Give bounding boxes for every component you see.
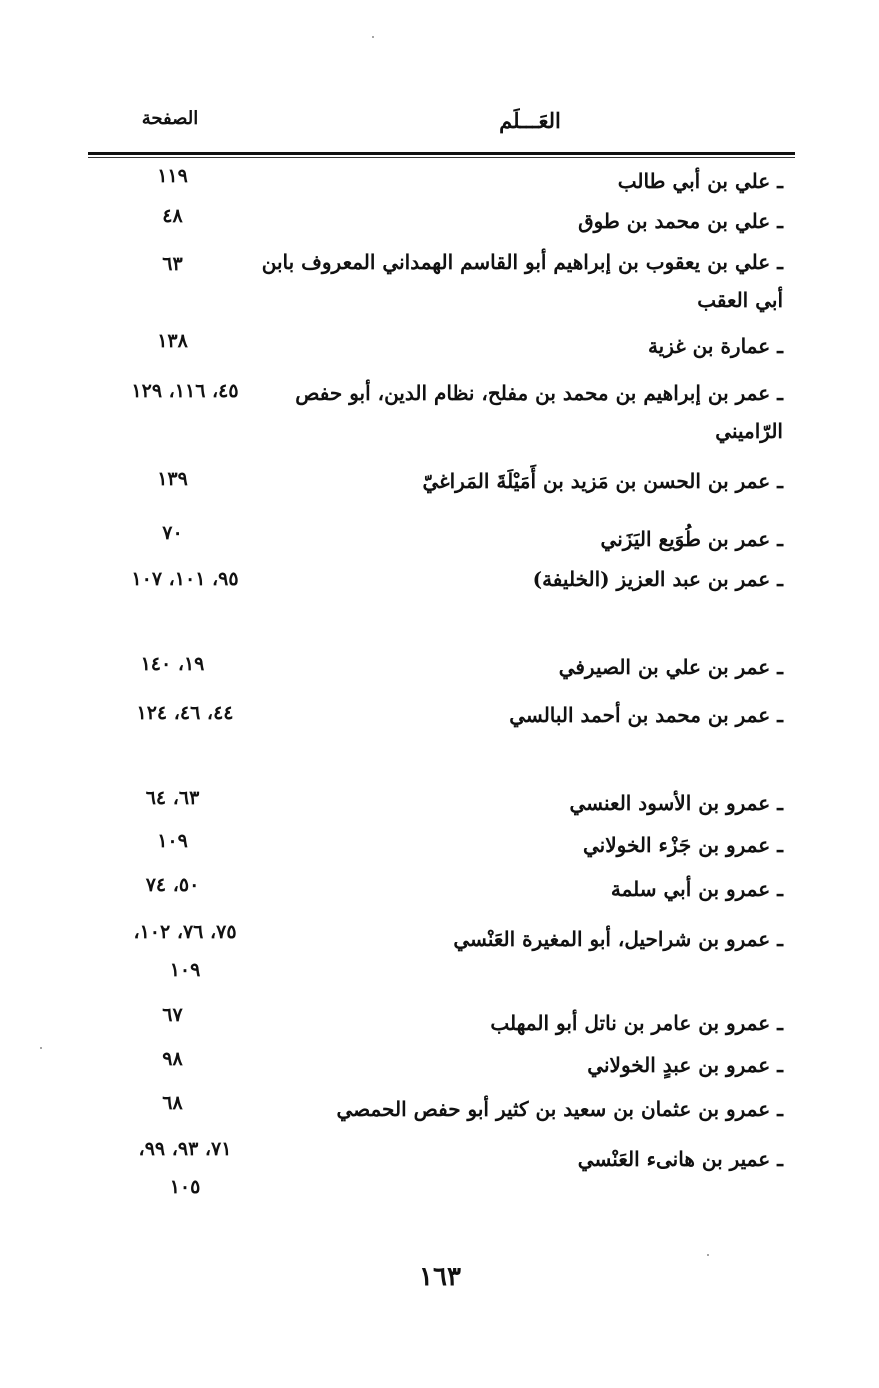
index-entry-pages: ٦٨ <box>162 1092 183 1114</box>
index-entry-pages: ٤٨ <box>162 205 183 227</box>
index-entry-name: ـ عمرو بن عبدٍ الخولاني <box>587 1053 783 1077</box>
index-entry-pages: ١٩، ١٤٠ <box>140 653 205 675</box>
index-entry-pages: ٦٧ <box>162 1004 183 1026</box>
index-entry-name: ـ علي بن محمد بن طوق <box>578 209 783 233</box>
index-entry-pages: ٥٠، ٧٤ <box>145 874 200 896</box>
index-entry-name: ـ علي بن أبي طالب <box>617 169 783 193</box>
index-entry-pages: ١١٩ <box>157 165 188 187</box>
scan-speck <box>707 1254 709 1256</box>
index-entry-name: ـ عمر بن عبد العزيز (الخليفة) <box>532 567 783 591</box>
index-entry-pages: ٧٠ <box>162 522 183 544</box>
name-column-header: العَـــلَم <box>499 108 561 133</box>
header-rule <box>88 152 795 155</box>
index-entry-pages: ٦٣ <box>162 253 183 275</box>
index-entry-pages: ٦٣، ٦٤ <box>145 787 200 809</box>
scan-speck <box>372 36 374 38</box>
index-entry-name: ـ عمر بن محمد بن أحمد البالسي <box>509 703 783 727</box>
index-entry-name: ـ عمرو بن الأسود العنسي <box>569 791 783 815</box>
index-entry-name: ـ عمر بن إبراهيم بن محمد بن مفلح، نظام الدين، أبو حفص الرّاميني <box>295 381 783 443</box>
page-number: ١٦٣ <box>419 1262 461 1292</box>
index-entry-pages: ٩٨ <box>162 1048 183 1070</box>
index-entry-name: ـ عمرو بن شراحيل، أبو المغيرة العَنْسي <box>453 927 783 951</box>
scan-speck <box>40 1047 42 1049</box>
index-entry-name: ـ عمر بن طُوَيع اليَزَني <box>600 527 783 551</box>
index-entry-name: ـ علي بن يعقوب بن إبراهيم أبو القاسم الهمداني المعروف بابن أبي العقب <box>261 250 783 312</box>
index-entry-name: ـ عمر بن الحسن بن مَزيد بن أَمَيْلَةَ المَراغيّ <box>422 469 783 493</box>
index-entry-pages: ١٠٩ <box>157 830 188 852</box>
index-entry-name: ـ عمرو بن عامر بن ناتل أبو المهلب <box>490 1011 783 1035</box>
index-entry-pages: ٧١، ٩٣، ٩٩، ١٠٥ <box>138 1138 232 1198</box>
index-entry-name: ـ عمرو بن عثمان بن سعيد بن كثير أبو حفص الحمصي <box>336 1097 783 1121</box>
index-entry-pages: ٤٥، ١١٦، ١٢٩ <box>131 380 239 402</box>
index-entry-name: ـ عمر بن علي بن الصيرفي <box>558 655 783 679</box>
index-entry-pages: ١٣٨ <box>157 330 188 352</box>
index-entry-pages: ٧٥، ٧٦، ١٠٢، ١٠٩ <box>133 921 237 981</box>
index-entry-name: ـ عمرو بن أبي سلمة <box>610 877 783 901</box>
index-entry-name: ـ عمارة بن غزية <box>647 334 783 358</box>
page-column-header: الصفحة <box>141 108 199 129</box>
index-entry-pages: ١٣٩ <box>157 468 188 490</box>
index-entry-name: ـ عمير بن هانىء العَنْسي <box>577 1147 783 1171</box>
index-entry-pages: ٩٥، ١٠١، ١٠٧ <box>131 568 239 590</box>
index-entry-pages: ٤٤، ٤٦، ١٢٤ <box>136 702 234 724</box>
index-entry-name: ـ عمرو بن جَزْء الخولاني <box>582 833 783 857</box>
